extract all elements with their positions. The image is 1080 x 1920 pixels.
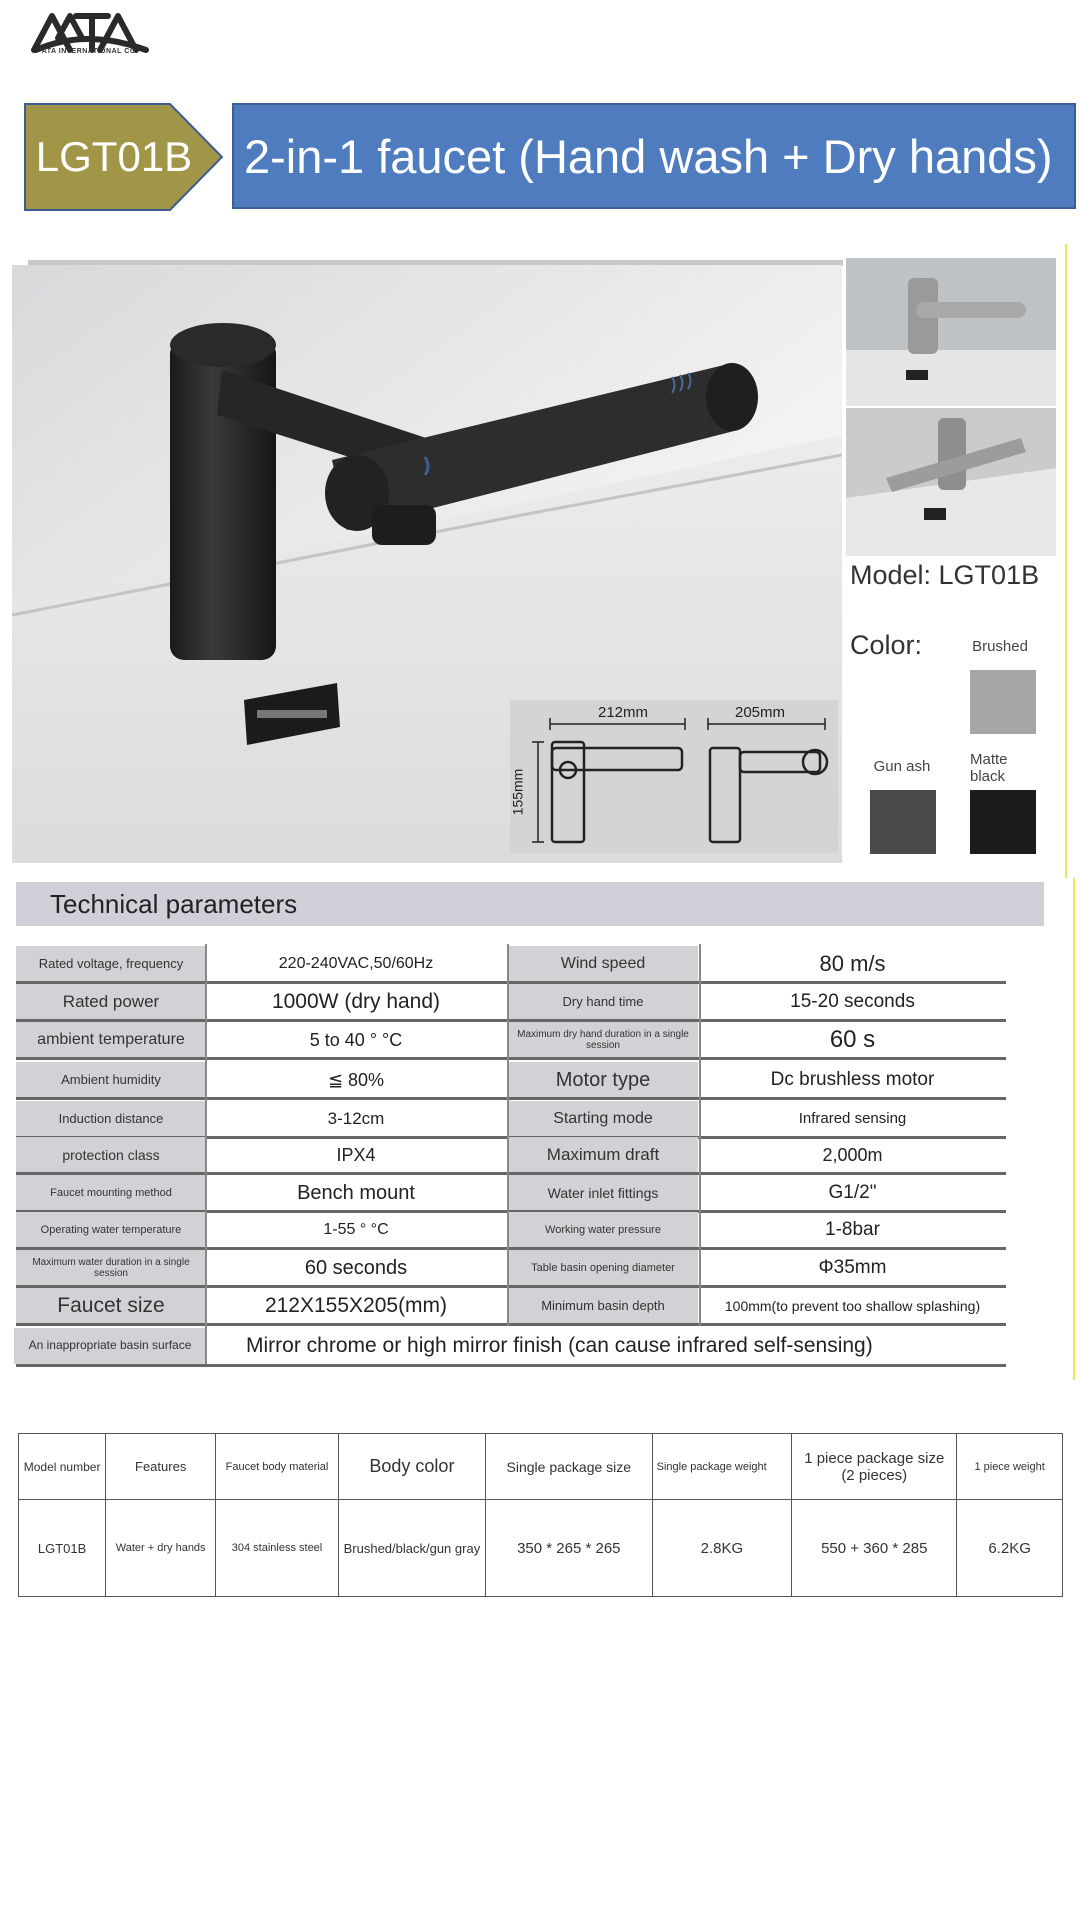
page-title: 2-in-1 faucet (Hand wash + Dry hands) xyxy=(244,129,1053,183)
param-value: 220-240VAC,50/60Hz xyxy=(278,954,434,972)
param-label: Rated power xyxy=(16,984,206,1020)
param-value: 212X155X205(mm) xyxy=(264,1293,448,1317)
tech-params-title: Technical parameters xyxy=(50,889,298,919)
param-label: Faucet mounting method xyxy=(16,1175,206,1211)
depth-label: 205mm xyxy=(735,704,786,721)
param-value: Dc brushless motor xyxy=(770,1069,935,1091)
swatch-gun-ash xyxy=(870,790,936,854)
spec-cell: LGT01B xyxy=(19,1500,106,1597)
spec-header: 1 piece package size (2 pieces) xyxy=(792,1434,957,1500)
spec-cell: 6.2KG xyxy=(957,1500,1063,1597)
spec-header: Single package weight xyxy=(652,1434,792,1500)
column-divider xyxy=(205,944,207,1364)
param-label: Faucet size xyxy=(16,1288,206,1324)
spec-cell: Water + dry hands xyxy=(106,1500,216,1597)
swatch-label-matte-black: Matte black xyxy=(970,751,1008,785)
accent-line xyxy=(1065,244,1067,878)
param-label: Operating water temperature xyxy=(16,1212,206,1248)
param-label: Maximum dry hand duration in a single session xyxy=(508,1022,698,1058)
param-label: ambient temperature xyxy=(16,1022,206,1058)
row-divider xyxy=(16,1057,1006,1060)
dimension-diagram xyxy=(510,700,838,853)
param-value: Bench mount xyxy=(297,1181,415,1204)
color-label: Color: xyxy=(850,630,923,660)
swatch-brushed xyxy=(970,670,1036,734)
param-value: Infrared sensing xyxy=(798,1110,907,1128)
param-value: 15-20 seconds xyxy=(790,991,915,1013)
spec-header: Body color xyxy=(338,1434,485,1500)
width-label: 212mm xyxy=(598,704,649,721)
spec-cell: 550 + 360 * 285 xyxy=(792,1500,957,1597)
row-divider xyxy=(16,1097,1006,1100)
swatch-label-brushed: Brushed xyxy=(972,638,1028,655)
param-value: 1-55 ° °C xyxy=(323,1220,389,1238)
company-name: ATA INTERNATIONAL CO. xyxy=(41,48,139,55)
param-value: 1-8bar xyxy=(825,1219,880,1241)
param-value: Mirror chrome or high mirror finish (can cause infrared self-sensing) xyxy=(246,1333,873,1357)
column-divider xyxy=(507,944,509,1326)
swatch-matte-black xyxy=(970,790,1036,854)
title-banner xyxy=(232,103,1076,209)
param-value: 2,000m xyxy=(822,1144,883,1165)
model-tag: LGT01B xyxy=(35,133,193,180)
param-value: ≦ 80% xyxy=(327,1069,385,1090)
param-value: 60 seconds xyxy=(304,1256,408,1279)
param-label: Table basin opening diameter xyxy=(508,1250,698,1286)
spec-header: Faucet body material xyxy=(216,1434,339,1500)
param-value: G1/2" xyxy=(828,1182,877,1204)
spec-cell: Brushed/black/gun gray xyxy=(338,1500,485,1597)
param-label: Ambient humidity xyxy=(16,1062,206,1098)
spec-cell: 350 * 265 * 265 xyxy=(485,1500,652,1597)
param-value: IPX4 xyxy=(336,1144,376,1165)
spec-table xyxy=(18,1433,1063,1597)
spec-header: Single package size xyxy=(485,1434,652,1500)
param-label: An inappropriate basin surface xyxy=(14,1328,206,1364)
param-label: Rated voltage, frequency xyxy=(16,946,206,982)
param-label: protection class xyxy=(16,1137,206,1173)
param-label: Maximum water duration in a single session xyxy=(16,1250,206,1286)
param-label: Maximum draft xyxy=(508,1137,698,1173)
param-value: 5 to 40 ° °C xyxy=(309,1029,403,1050)
param-label: Induction distance xyxy=(16,1101,206,1137)
dimension-drawing xyxy=(510,700,838,853)
row-divider xyxy=(16,1364,1006,1367)
param-value: 80 m/s xyxy=(819,951,886,977)
spec-cell: 304 stainless steel xyxy=(216,1500,339,1597)
param-label: Water inlet fittings xyxy=(508,1175,698,1211)
param-label: Wind speed xyxy=(508,946,698,982)
spec-cell: 2.8KG xyxy=(652,1500,792,1597)
param-label: Working water pressure xyxy=(508,1212,698,1248)
param-value: 3-12cm xyxy=(327,1109,385,1129)
brushed-faucet-thumbnail xyxy=(846,258,1056,406)
gun-ash-faucet-thumbnail xyxy=(846,408,1056,556)
swatch-label-gun-ash: Gun ash xyxy=(873,758,931,775)
param-label: Starting mode xyxy=(508,1101,698,1137)
spec-header: 1 piece weight xyxy=(957,1434,1063,1500)
param-label: Dry hand time xyxy=(508,984,698,1020)
param-label: Minimum basin depth xyxy=(508,1288,698,1324)
spec-header: Features xyxy=(106,1434,216,1500)
model-label: Model: LGT01B xyxy=(850,560,1040,590)
param-value: Φ35mm xyxy=(818,1257,887,1279)
spec-header: Model number xyxy=(19,1434,106,1500)
param-value: 1000W (dry hand) xyxy=(271,989,441,1013)
column-divider xyxy=(699,944,701,1326)
row-divider xyxy=(16,1323,1006,1326)
accent-line xyxy=(1073,878,1075,1380)
param-value: 100mm(to prevent too shallow splashing) xyxy=(724,1297,981,1314)
param-value: 60 s xyxy=(829,1026,876,1054)
height-label: 155mm xyxy=(509,768,526,816)
param-label: Motor type xyxy=(508,1062,698,1098)
